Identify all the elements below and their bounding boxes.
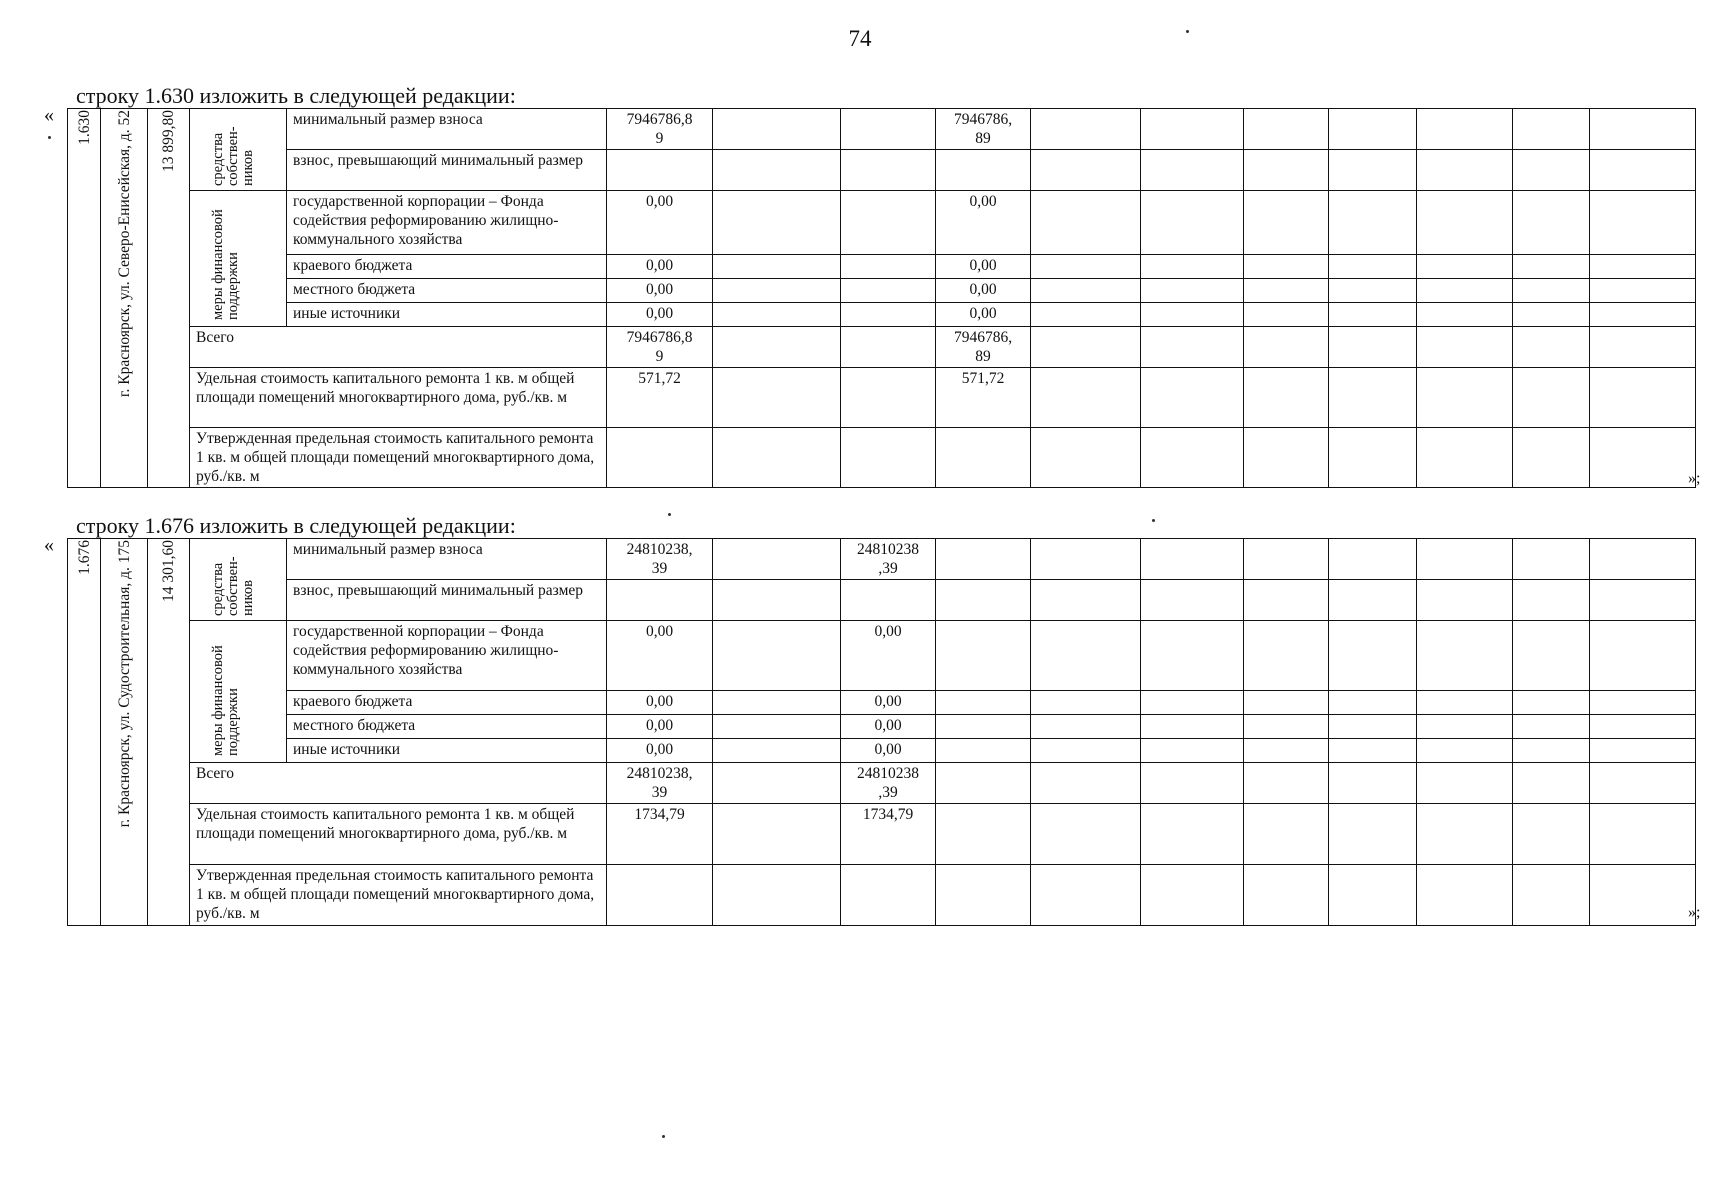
value-cell: 0,00 — [607, 279, 713, 303]
value-cell: 1734,79 — [607, 804, 713, 865]
value-cell: 571,72 — [607, 368, 713, 428]
value-cell: 0,00 — [607, 191, 713, 255]
address: г. Красноярск, ул. Судостроительная, д. 175 — [101, 539, 148, 926]
scan-speck — [1186, 30, 1189, 33]
label-unit-cost: Удельная стоимость капитального ремонта 1 кв. м общей площади помещений многоквартирного дома, руб./кв. м — [190, 804, 607, 865]
row-1676-table — [67, 538, 1696, 926]
section-title: строку 1.630 изложить в следующей редакции: — [76, 83, 516, 108]
label-min-fee: минимальный размер взноса — [287, 539, 607, 580]
group-owner-funds: средства собствен-ников — [190, 109, 287, 191]
label-other: иные источники — [287, 303, 607, 327]
close-quote: »; — [1688, 904, 1701, 921]
value-cell: 0,00 — [841, 621, 936, 691]
row-number: 1.630 — [68, 109, 101, 488]
scan-speck — [1152, 519, 1155, 522]
label-fund: государственной корпорации – Фонда содействия реформированию жилищно-коммунального хозяйства — [287, 191, 607, 255]
total-area: 14 301,60 — [148, 539, 190, 926]
value-cell: 24810238 ,39 — [841, 539, 936, 580]
row-1630-table — [67, 108, 1696, 488]
group-financial-support: меры финансовой поддержки — [190, 191, 287, 327]
label-unit-cost: Удельная стоимость капитального ремонта 1 кв. м общей площади помещений многоквартирного дома, руб./кв. м — [190, 368, 607, 428]
row-number: 1.676 — [68, 539, 101, 926]
value-cell: 0,00 — [936, 191, 1031, 255]
value-cell: 24810238, 39 — [607, 539, 713, 580]
label-total: Всего — [190, 763, 607, 804]
address: г. Красноярск, ул. Северо-Енисейская, д. 52 — [101, 109, 148, 488]
value-cell: 7946786, 89 — [936, 327, 1031, 368]
value-cell: 7946786, 89 — [936, 109, 1031, 150]
total-area: 13 899,80 — [148, 109, 190, 488]
section-title: строку 1.676 изложить в следующей редакции: — [76, 513, 516, 538]
label-local: местного бюджета — [287, 715, 607, 739]
value-cell: 24810238 ,39 — [841, 763, 936, 804]
value-cell: 0,00 — [607, 691, 713, 715]
value-cell: 0,00 — [936, 255, 1031, 279]
value-cell: 24810238, 39 — [607, 763, 713, 804]
value-cell: 1734,79 — [841, 804, 936, 865]
value-cell: 571,72 — [936, 368, 1031, 428]
label-total: Всего — [190, 327, 607, 368]
value-cell: 7946786,8 9 — [607, 109, 713, 150]
label-regional: краевого бюджета — [287, 255, 607, 279]
value-cell: 7946786,8 9 — [607, 327, 713, 368]
open-quote: « — [44, 104, 54, 126]
value-cell: 0,00 — [841, 739, 936, 763]
value-cell: 0,00 — [607, 303, 713, 327]
value-cell: 0,00 — [607, 715, 713, 739]
label-limit-cost: Утвержденная предельная стоимость капитального ремонта 1 кв. м общей площади помещений многоквартирного дома, руб./кв. м — [190, 428, 607, 488]
scan-speck — [668, 513, 671, 516]
scan-speck — [662, 1135, 665, 1138]
group-owner-funds: средства собствен-ников — [190, 539, 287, 621]
value-cell: 0,00 — [607, 621, 713, 691]
page-number: 74 — [848, 26, 872, 51]
group-financial-support: меры финансовой поддержки — [190, 621, 287, 763]
label-other: иные источники — [287, 739, 607, 763]
open-quote: « — [44, 534, 54, 556]
label-local: местного бюджета — [287, 279, 607, 303]
label-over-fee: взнос, превышающий минимальный размер — [287, 150, 607, 191]
value-cell: 0,00 — [607, 739, 713, 763]
value-cell: 0,00 — [936, 279, 1031, 303]
close-quote: »; — [1688, 470, 1701, 487]
label-limit-cost: Утвержденная предельная стоимость капитального ремонта 1 кв. м общей площади помещений многоквартирного дома, руб./кв. м — [190, 865, 607, 926]
value-cell: 0,00 — [841, 691, 936, 715]
scan-speck — [48, 136, 51, 139]
label-regional: краевого бюджета — [287, 691, 607, 715]
label-min-fee: минимальный размер взноса — [287, 109, 607, 150]
label-over-fee: взнос, превышающий минимальный размер — [287, 580, 607, 621]
value-cell: 0,00 — [607, 255, 713, 279]
value-cell: 0,00 — [841, 715, 936, 739]
value-cell: 0,00 — [936, 303, 1031, 327]
label-fund: государственной корпорации – Фонда содействия реформированию жилищно-коммунального хозяйства — [287, 621, 607, 691]
